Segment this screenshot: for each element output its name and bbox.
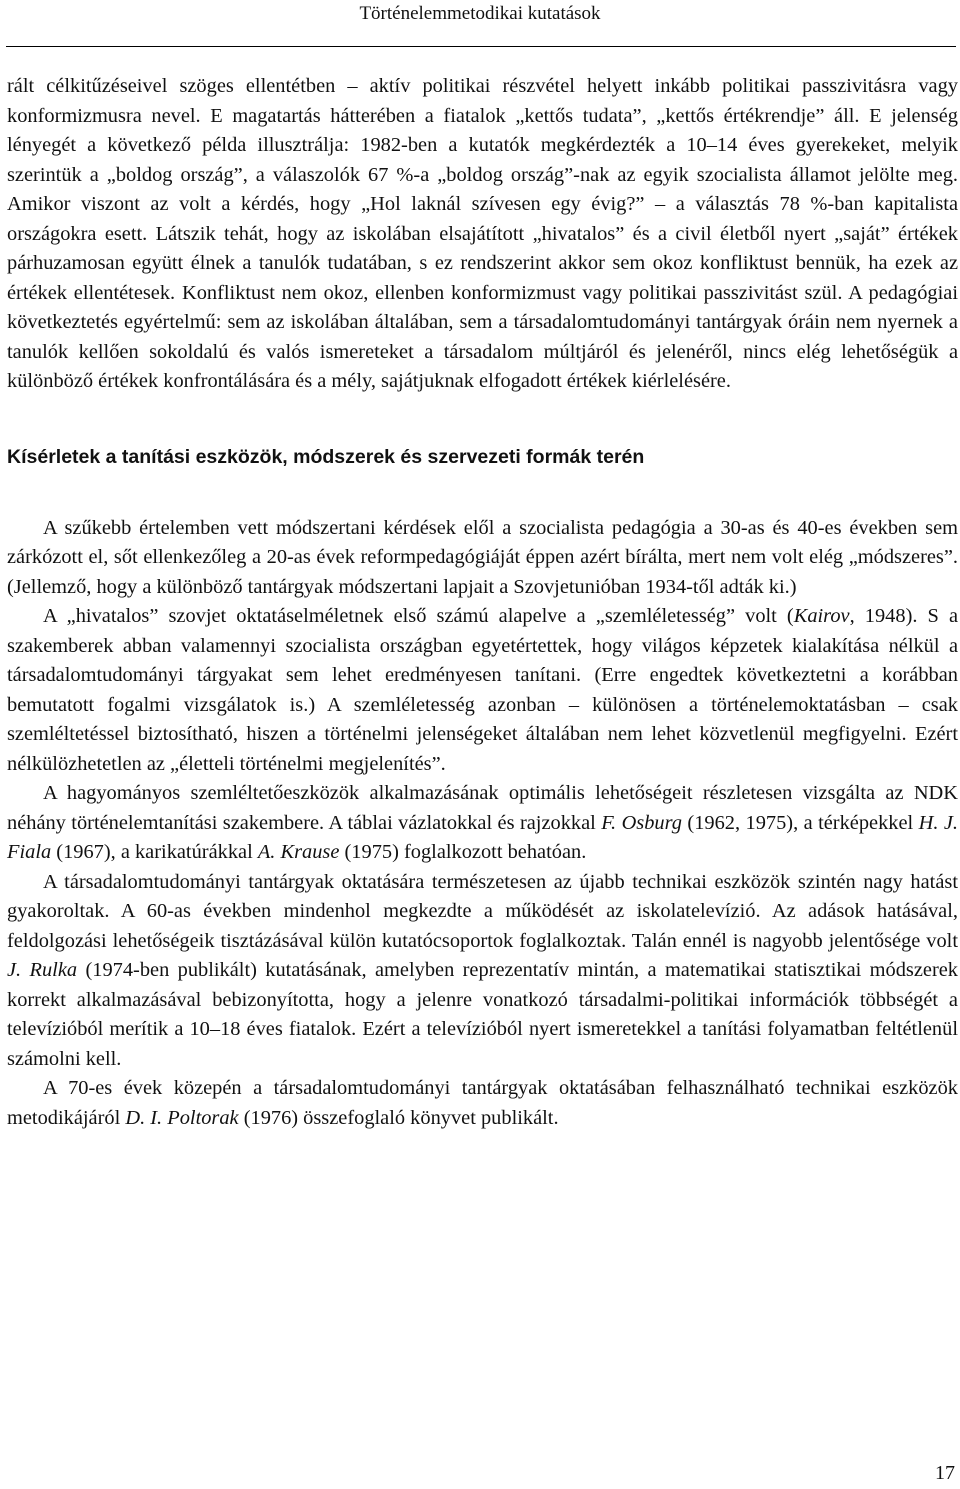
author-kairov: Kairov	[793, 605, 850, 627]
paragraph-2: A szűkebb értelemben vett módszertani kérdések elől a szocialista pedagógia a 30-as és 40-es években sem zárkózott el, sőt ellenkezőleg a 20-as évek reformpedagógiáját éppen azért bírálta, mert nem volt elég „módszeres”. (Jellemző, hogy a különböző tantárgyak módszertani lapjait a Szovjetunióban 1934-től adták ki.)	[7, 516, 958, 598]
paragraph-4-text-d: (1975) foglalkozott behatóan.	[339, 841, 587, 863]
paragraph-5-text-a: A társadalomtudományi tantárgyak oktatására természetesen az újabb technikai eszközök szintén nagy hatást gyakoroltak. A 60-as években mindenhol megkezdte a működését az iskolatelevízió. Az adások hatásával, feldolgozási lehetőségeik tisztázásával külön kutatócsoportok foglalkoztak. Talán ennél is nagyobb jelentősége volt	[7, 870, 958, 952]
author-poltorak: D. I. Poltorak	[125, 1106, 239, 1129]
author-fiala: H. J. Fiala	[7, 811, 959, 863]
paragraph-5	[7, 868, 958, 1075]
paragraph-4-text-a: A hagyományos szemléltetőeszközök alkalmazásának optimális lehetőségeit részletesen vizsgálta az NDK néhány történelemtanítási szakembere. A táblai vázlatokkal és rajzokkal	[7, 782, 958, 834]
paragraph-4	[7, 779, 958, 868]
header-rule	[6, 46, 956, 47]
page-body	[7, 72, 958, 1133]
paragraph-6-text-a: A 70-es évek közepén a társadalomtudományi tantárgyak oktatásában felhasználható technikai eszközök metodikájáról	[7, 1077, 958, 1129]
paragraph-6-text-b: (1976) összefoglaló könyvet publikált.	[238, 1106, 559, 1129]
paragraph-1: rált célkitűzéseivel szöges ellentétben – aktív politikai részvétel helyett inkább politikai passzivitásra vagy konformizmusra nevel. E magatartás hátterében a fiatalok „kettős tudata”, „kettős értékrendje” áll. E jelenség lényegét a következő példa illusztrálja: 1982-ben a kutatók megkérdezték a 10–14 éves gyerekeket, melyik szerintük a „boldog ország”, a válaszolók 67 %-a „boldog ország”-nak az egyik szocialista államot jelölte meg. Amikor viszont az volt a kérdés, hogy „Hol laknál szívesen egy évig?” – a választás 78 %-ban kapitalista országokra esett. Látszik tehát, hogy az iskolában elsajátított „hivatalos” és a civil életből nyert „saját” értékek párhuzamosan együtt élnek a tanulók tudatában, s ez rendszerint akkor sem okoz konfliktust bennük, ha ezek az értékek ellentétesek. Konfliktust nem okoz, ellenben konformizmust vagy politikai passzivitást szül. A pedagógiai következtetés egyértelmű: sem az iskolában általában, sem a társadalomtudományi tantárgyak óráin nem nyernek a tanulók kellően sokoldalú és valós ismereteket a társadalom múltjáról és jelenéről, nincs elég lehetőségük a különböző értékek konfrontálására és a mély, sajátjuknak elfogadott értékek kiérlelésére.	[7, 75, 958, 392]
paragraph-3-text-b: , 1948). S a szakemberek abban valamennyi szocialista országban egyetértettek, hogy világos képzetek kialakítása nélkül a társadalomtudományi tárgyakat sem lehet eredményesen tanítani. (Erre engedtek következtetni a korábban bemutatott fogalmi vizsgálatok is.) A szemléletesség azonban – különösen a történelemoktatásban – csak szemléltetéssel biztosítható, hiszen a történelmi jelenségeket általában nem lehet közvetlenül megfigyelni. Ezért nélkülözhetetlen az „életteli történelmi megjelenítés”.	[7, 605, 958, 775]
page-number: 17	[935, 1462, 955, 1484]
paragraph-3-text-a: A „hivatalos” szovjet oktatáselméletnek első számú alapelve a „szemléletesség” volt (	[43, 605, 794, 627]
paragraph-4-text-c: (1967), a karikatúrákkal	[51, 841, 258, 863]
paragraph-6	[7, 1074, 958, 1133]
paragraph-4-text-b: (1962, 1975), a térképekkel	[682, 811, 919, 834]
paragraph-5-text-b: (1974-ben publikált) kutatásának, amelyben reprezentatív mintán, a matematikai statisztikai módszerek korrekt alkalmazásával bebizonyította, hogy a jelenre vonatkozó társadalmi-politikai információk többségét a televízióból merítik a 10–18 éves fiatalok. Ezért a televízióból nyert ismeretekkel a tanítási folyamatban feltétlenül számolni kell.	[7, 959, 958, 1070]
running-header: Történelemmetodikai kutatások	[359, 3, 601, 24]
paragraph-3	[7, 602, 958, 779]
author-krause: A. Krause	[257, 841, 340, 863]
section-heading: Kísérletek a tanítási eszközök, módszerek és szervezeti formák terén	[7, 445, 645, 468]
author-rulka: J. Rulka	[7, 959, 78, 981]
author-osburg: F. Osburg	[601, 811, 683, 834]
